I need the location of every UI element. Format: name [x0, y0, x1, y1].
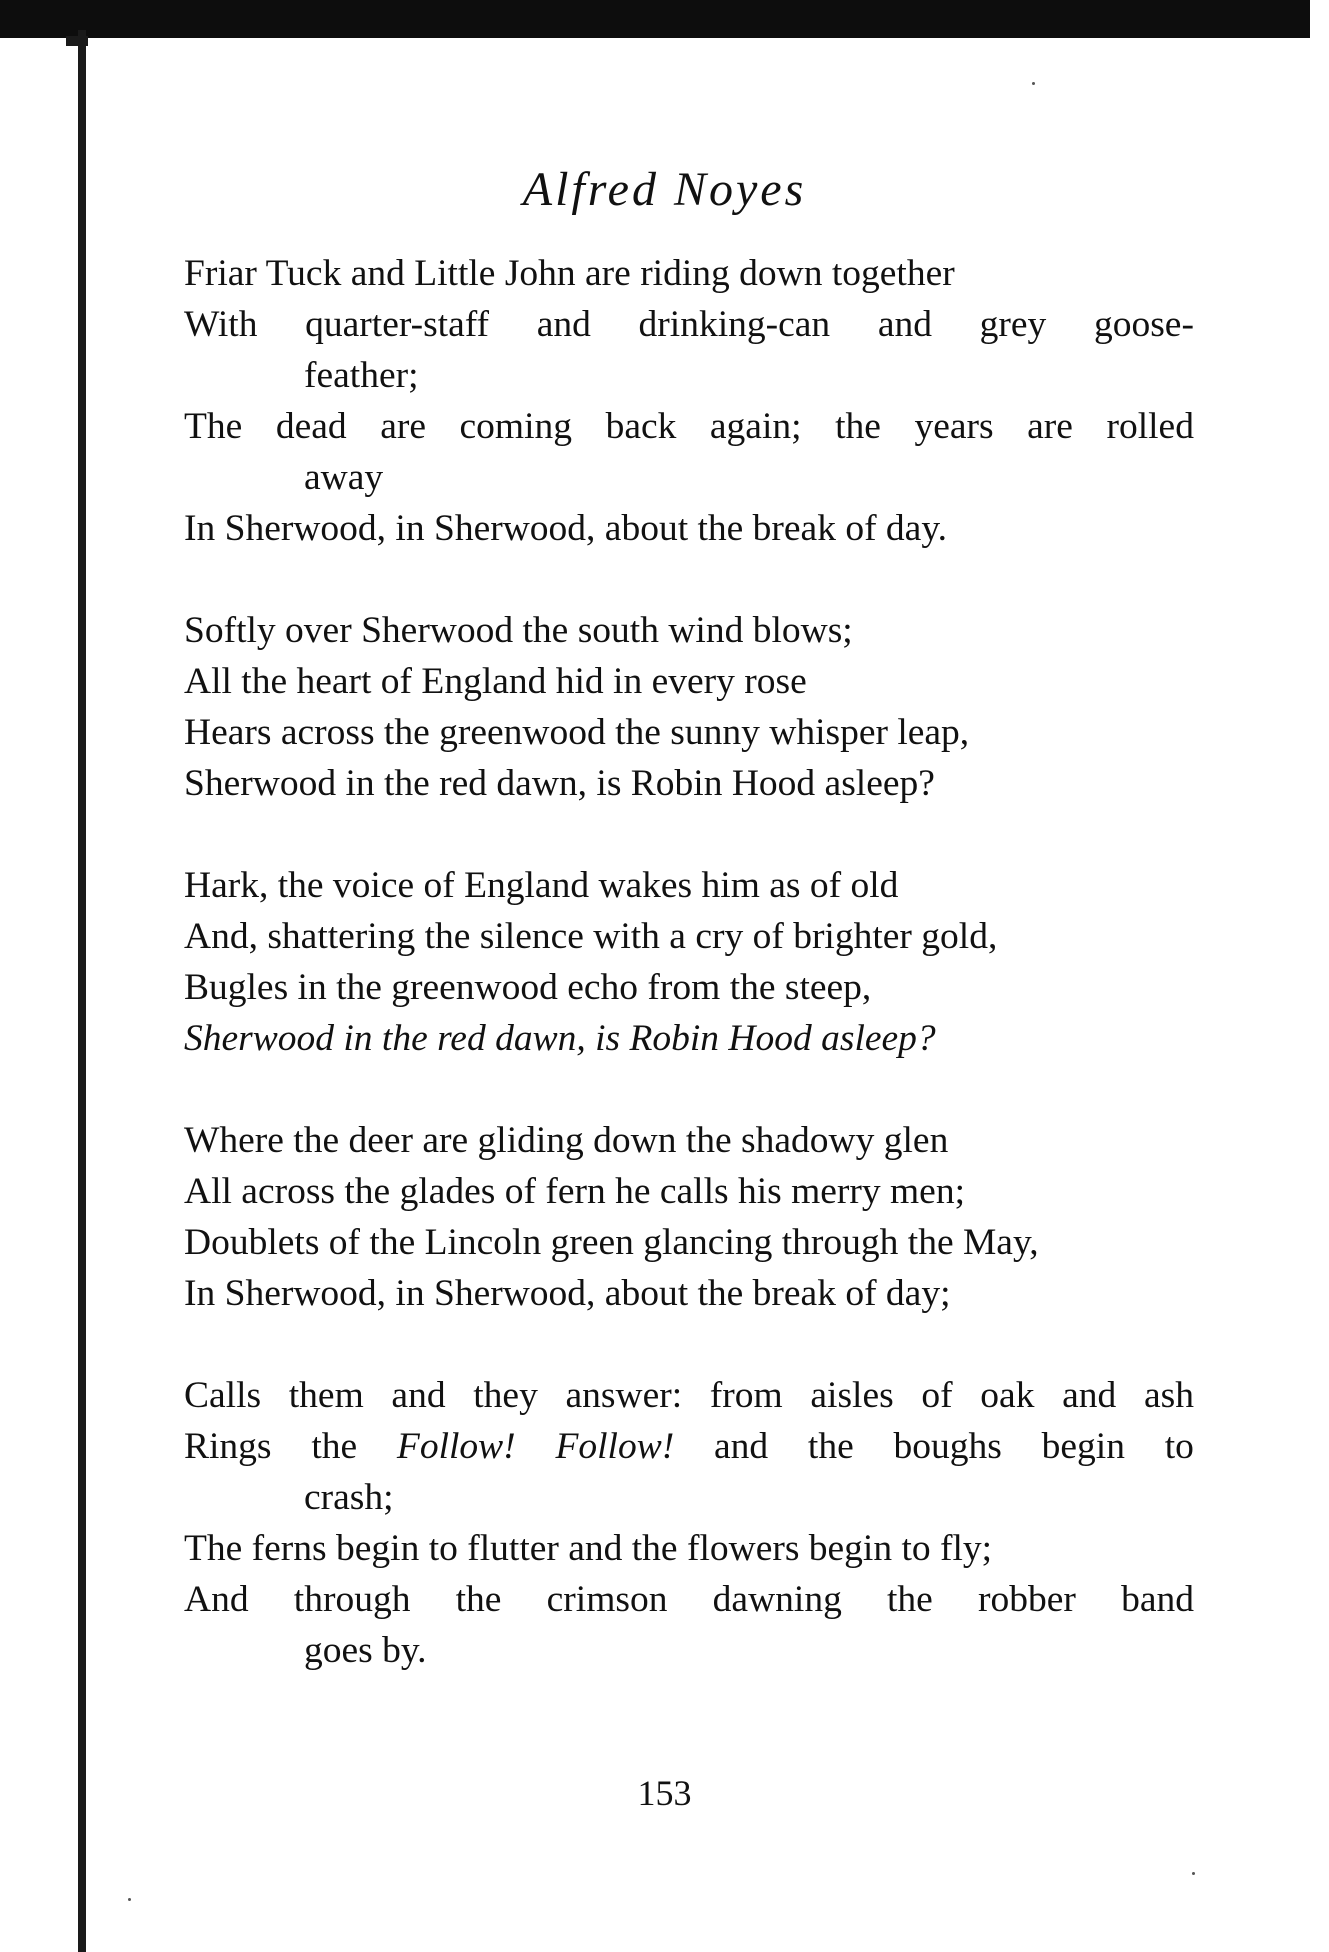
word: goose- — [1093, 304, 1194, 345]
poem-line: All across the glades of fern he calls his merry men; — [184, 1171, 965, 1212]
word: through — [293, 1579, 411, 1620]
top-border-bar — [0, 0, 1310, 38]
word: are — [380, 406, 426, 447]
print-speck — [1032, 82, 1035, 85]
print-speck — [1192, 1872, 1195, 1875]
poem-line: The ferns begin to flutter and the flowers begin to fly; — [184, 1528, 993, 1569]
word: the — [455, 1579, 502, 1620]
word: The — [184, 406, 243, 447]
stanza — [184, 248, 1194, 554]
word: the — [807, 1426, 854, 1467]
word: and — [536, 304, 591, 345]
stanza — [184, 860, 1194, 1064]
word: again; — [709, 406, 802, 447]
stanza — [184, 1115, 1194, 1319]
word: aisles — [810, 1375, 894, 1416]
word: ash — [1143, 1375, 1194, 1416]
poem-line-refrain: Sherwood in the red dawn, is Robin Hood asleep? — [184, 1018, 936, 1059]
word: robber — [978, 1579, 1076, 1620]
word: grey — [979, 304, 1047, 345]
poem-line: Doublets of the Lincoln green glancing through the May, — [184, 1222, 1039, 1263]
book-spine-edge — [78, 30, 86, 1952]
poem-line: All the heart of England hid in every rose — [184, 661, 807, 702]
word: from — [709, 1375, 783, 1416]
poem-line: In Sherwood, in Sherwood, about the break of day. — [184, 508, 948, 549]
word-italic: Follow! — [555, 1426, 675, 1467]
poem-line: Softly over Sherwood the south wind blows; — [184, 610, 853, 651]
word: oak — [980, 1375, 1035, 1416]
word: With — [184, 304, 258, 345]
poem-line: Where the deer are gliding down the shadowy glen — [184, 1120, 949, 1161]
word: them — [288, 1375, 364, 1416]
word: dawning — [712, 1579, 842, 1620]
word: to — [1164, 1426, 1194, 1467]
word: back — [605, 406, 677, 447]
poem-line — [184, 401, 1194, 452]
word: and — [391, 1375, 446, 1416]
poem-line-continuation: away — [304, 457, 384, 498]
word: boughs — [893, 1426, 1002, 1467]
word: dead — [275, 406, 347, 447]
poem-line — [184, 1421, 1194, 1472]
poem-line: Hark, the voice of England wakes him as of old — [184, 865, 899, 906]
poem-line: Sherwood in the red dawn, is Robin Hood asleep? — [184, 763, 935, 804]
word: rolled — [1106, 406, 1194, 447]
stanza — [184, 605, 1194, 809]
word: the — [887, 1579, 933, 1620]
poem-line: In Sherwood, in Sherwood, about the break of day; — [184, 1273, 951, 1314]
word: years — [914, 406, 994, 447]
poem-line-continuation: crash; — [304, 1477, 394, 1518]
word-italic: Follow! — [396, 1426, 516, 1467]
word: begin — [1041, 1426, 1125, 1467]
poem-line: Friar Tuck and Little John are riding down together — [184, 253, 955, 294]
print-speck — [128, 1898, 131, 1901]
word: of — [921, 1375, 953, 1416]
book-spine-nub — [66, 36, 88, 46]
poem-line — [184, 299, 1194, 350]
word: and — [1062, 1375, 1117, 1416]
word: and — [713, 1426, 769, 1467]
word: band — [1121, 1579, 1194, 1620]
word: And — [184, 1579, 249, 1620]
stanza — [184, 1370, 1194, 1676]
word: they — [473, 1375, 538, 1416]
poem-line: Bugles in the greenwood echo from the steep, — [184, 967, 872, 1008]
poem-line — [184, 1370, 1194, 1421]
word: answer: — [565, 1375, 683, 1416]
word: and — [877, 304, 932, 345]
poem-line: And, shattering the silence with a cry of brighter gold, — [184, 916, 998, 957]
word: the — [835, 406, 881, 447]
page-title: Alfred Noyes — [522, 163, 807, 216]
word: are — [1027, 406, 1073, 447]
word: Rings — [184, 1426, 272, 1467]
poem-line-continuation: goes by. — [304, 1630, 427, 1671]
poem-line-continuation: feather; — [304, 355, 419, 396]
page-number: 153 — [637, 1773, 692, 1813]
poem-line: Hears across the greenwood the sunny whisper leap, — [184, 712, 970, 753]
word: Calls — [184, 1375, 262, 1416]
word: the — [311, 1426, 358, 1467]
word: coming — [459, 406, 573, 447]
poem-line — [184, 1574, 1194, 1625]
word: drinking-can — [638, 304, 831, 345]
word: quarter-staff — [305, 304, 490, 345]
poem-body — [184, 248, 1194, 1727]
word: crimson — [546, 1579, 668, 1620]
